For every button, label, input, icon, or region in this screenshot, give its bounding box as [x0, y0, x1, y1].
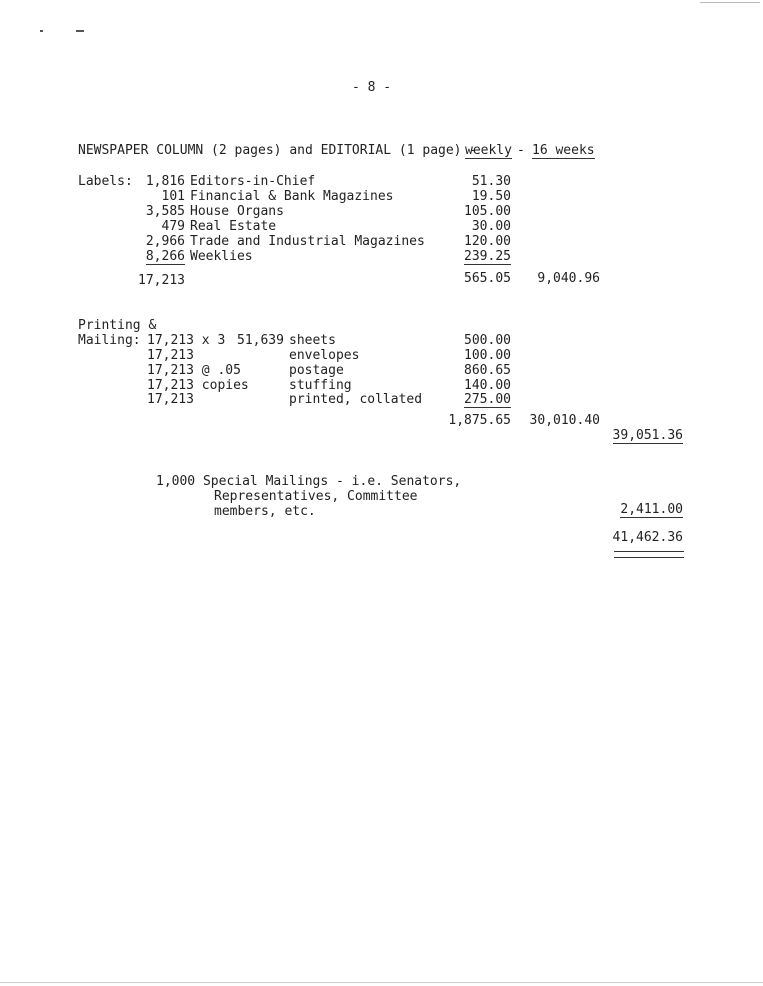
grand-total-double-underline [614, 551, 684, 558]
label-amount: 105.00 [464, 204, 511, 219]
scan-speck [40, 30, 43, 32]
label-amount: 51.30 [471, 174, 511, 189]
special-line: members, etc. [214, 504, 316, 519]
label-amount: 120.00 [464, 234, 511, 249]
scan-speck [700, 2, 760, 3]
printing-extra: 51,639 [237, 333, 284, 348]
printing-amount: 100.00 [464, 348, 511, 363]
labels-total-count: 17,213 [138, 273, 185, 288]
label-amount: 30.00 [471, 219, 511, 234]
label-desc: Weeklies [190, 249, 253, 264]
printing-amount: 860.65 [464, 363, 511, 378]
printing-desc: stuffing [289, 378, 352, 393]
printing-qty: 17,213 [147, 392, 194, 407]
label-count: 101 [161, 189, 185, 204]
heading-dash: - [517, 143, 525, 158]
printing-label: Printing & [78, 318, 157, 333]
running-total: 39,051.36 [612, 428, 683, 443]
printing-amount: 140.00 [464, 378, 511, 393]
special-line: 1,000 Special Mailings - i.e. Senators, [156, 474, 462, 489]
printing-desc: envelopes [289, 348, 360, 363]
grand-total: 41,462.36 [612, 530, 683, 545]
scan-speck [0, 982, 763, 983]
label-count: 479 [161, 219, 185, 234]
label-count: 3,585 [145, 204, 185, 219]
printing-qty: 17,213 @ .05 [147, 363, 241, 378]
labels-subtotal: 565.05 [464, 271, 511, 286]
heading-title: NEWSPAPER COLUMN (2 pages) and EDITORIAL (1 page) - [78, 143, 478, 158]
special-amount: 2,411.00 [620, 502, 683, 517]
scan-speck [76, 30, 84, 32]
printing-subtotal: 1,875.65 [448, 413, 511, 428]
printing-desc: printed, collated [289, 392, 423, 407]
printing-qty: 17,213 x 3 [147, 333, 226, 348]
label-desc: Financial & Bank Magazines [190, 189, 394, 204]
label-count: 8,266 [145, 249, 185, 264]
mailing-label: Mailing: [78, 333, 141, 348]
printing-amount: 500.00 [464, 333, 511, 348]
label-desc: House Organs [190, 204, 284, 219]
label-desc: Editors-in-Chief [190, 174, 316, 189]
label-amount: 19.50 [471, 189, 511, 204]
printing-extended: 30,010.40 [529, 413, 600, 428]
labels-extended: 9,040.96 [537, 271, 600, 286]
label-count: 1,816 [145, 174, 185, 189]
labels-label: Labels: [78, 174, 133, 189]
printing-qty: 17,213 copies [147, 378, 249, 393]
printing-amount: 275.00 [464, 392, 511, 407]
heading-duration: 16 weeks [532, 143, 595, 158]
special-line: Representatives, Committee [214, 489, 418, 504]
label-desc: Real Estate [190, 219, 277, 234]
printing-desc: sheets [289, 333, 336, 348]
label-desc: Trade and Industrial Magazines [190, 234, 425, 249]
printing-desc: postage [289, 363, 344, 378]
page-number: - 8 - [352, 80, 392, 95]
heading-frequency: weekly [465, 143, 512, 158]
printing-qty: 17,213 [147, 348, 194, 363]
label-amount: 239.25 [464, 249, 511, 264]
label-count: 2,966 [145, 234, 185, 249]
